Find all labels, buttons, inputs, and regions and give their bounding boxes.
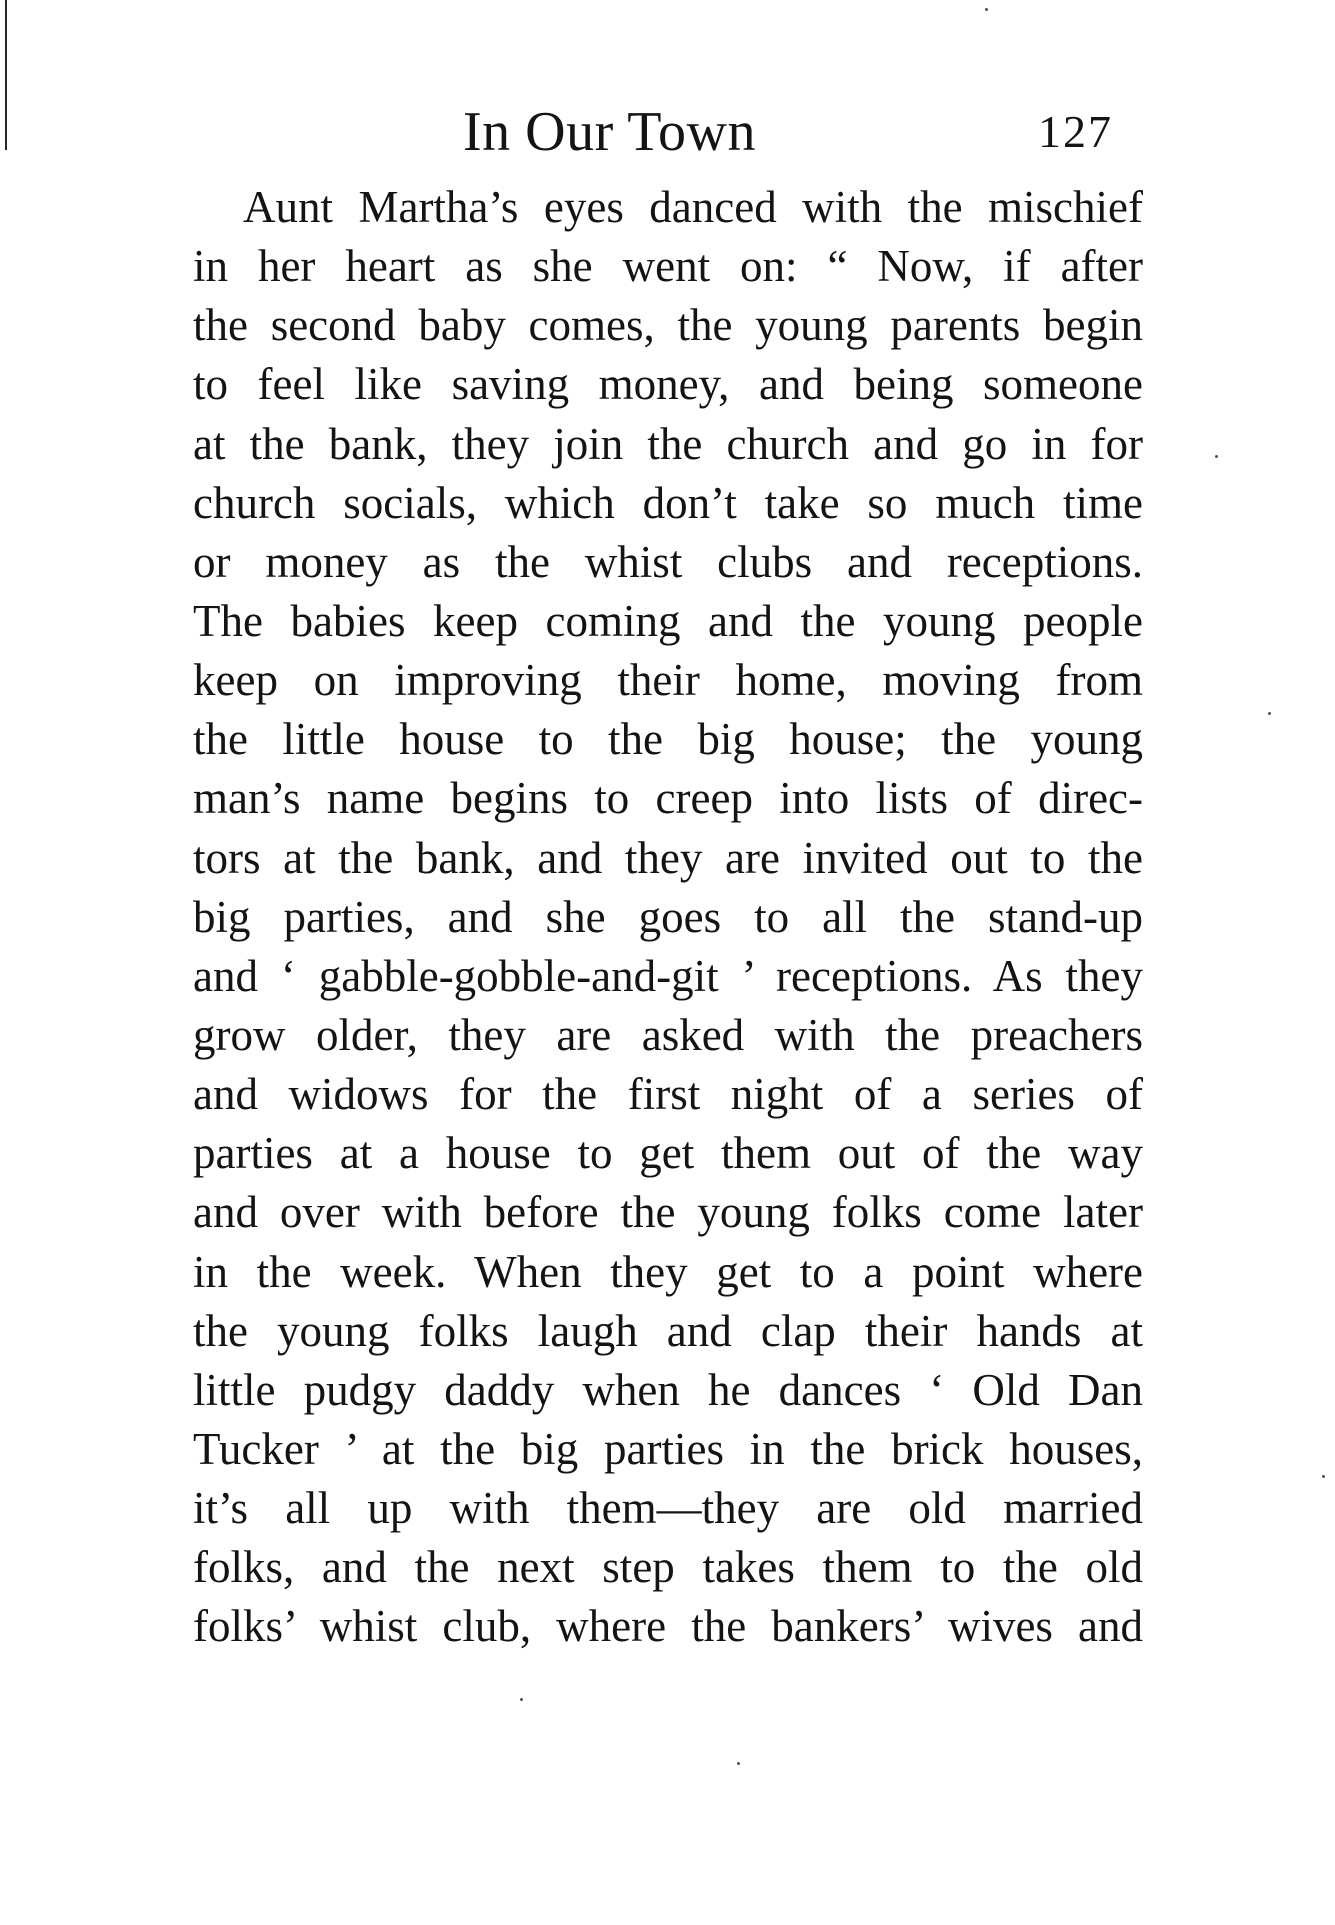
scan-speck xyxy=(1268,712,1271,715)
text-line: folks, and the next step takes them to the old xyxy=(193,1542,1143,1593)
text-line: tors at the bank, and they are invited out to the xyxy=(193,832,1143,883)
running-header xyxy=(0,92,1335,172)
text-line: keep on improving their home, moving from xyxy=(193,655,1143,706)
text-line: folks’ whist club, where the bankers’ wives and xyxy=(193,1601,1143,1652)
text-line: big parties, and she goes to all the stand-up xyxy=(193,891,1143,942)
text-line: grow older, they are asked with the preachers xyxy=(193,1009,1143,1060)
text-line: The babies keep coming and the young people xyxy=(193,595,1143,646)
scan-speck xyxy=(737,1762,740,1765)
text-line: man’s name begins to creep into lists of direc- xyxy=(193,773,1143,824)
text-line: the little house to the big house; the young xyxy=(193,714,1143,765)
scan-speck xyxy=(1215,455,1218,458)
text-line: Aunt Martha’s eyes danced with the mischief xyxy=(243,182,1143,232)
text-line: it’s all up with them—they are old married xyxy=(193,1483,1143,1534)
scan-speck xyxy=(520,1698,523,1701)
text-line: parties at a house to get them out of the way xyxy=(193,1128,1143,1179)
text-line: and widows for the first night of a series of xyxy=(193,1069,1143,1120)
running-title: In Our Town xyxy=(463,101,756,163)
text-line: or money as the whist clubs and receptions. xyxy=(193,536,1143,587)
text-line: at the bank, they join the church and go in for xyxy=(193,418,1143,469)
text-line: the young folks laugh and clap their hands at xyxy=(193,1305,1143,1356)
text-line: the second baby comes, the young parents begin xyxy=(193,300,1143,351)
page-number: 127 xyxy=(1038,106,1113,157)
text-line: church socials, which don’t take so much time xyxy=(193,477,1143,528)
scan-speck xyxy=(1322,1475,1325,1478)
text-line: and over with before the young folks come later xyxy=(193,1187,1143,1238)
body-text xyxy=(193,178,1143,1657)
text-line: little pudgy daddy when he dances ‘ Old Dan xyxy=(193,1364,1143,1415)
text-line: and ‘ gabble-gobble-and-git ’ receptions. As they xyxy=(193,950,1143,1001)
text-line: in the week. When they get to a point where xyxy=(193,1246,1143,1297)
text-line: to feel like saving money, and being someone xyxy=(193,359,1143,410)
scan-speck xyxy=(985,8,988,11)
text-line: Tucker ’ at the big parties in the brick houses, xyxy=(193,1423,1143,1474)
text-line: in her heart as she went on: “ Now, if after xyxy=(193,241,1143,292)
